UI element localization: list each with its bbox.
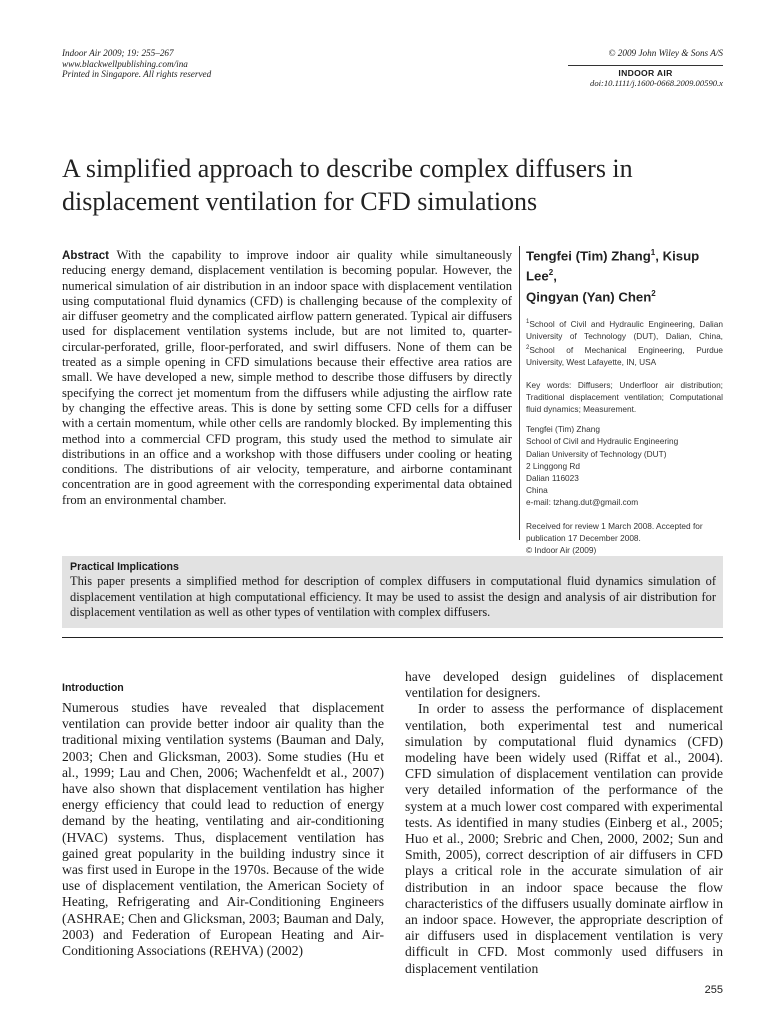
journal-website: www.blackwellpublishing.com/ina [62,58,188,69]
abstract [62,248,512,508]
practical-implications-title: Practical Implications [70,561,179,573]
header-rule [568,65,723,66]
author-sidebar [526,244,723,556]
article-title: A simplified approach to describe complex diffusers in displacement ventilation for CFD simulations [62,154,633,216]
indoor-air-copyright: © Indoor Air (2009) [526,544,597,555]
paragraph: In order to assess the performance of displacement ventilation, both experimental test and numerical simulation by computational fluid dynamics (CFD) modeling have been widely used (Riffat et al., 2004). CFD simulation of displacement ventilation can provide very detailed information of the performance of the system at a much lower cost compared with experimental tests. As identified in many studies (Einberg et al., 2005; Huo et al., 2000; Srebric and Chen, 2000, 2002; Sun and Smith, 2005), correct description of air diffusers in CFD plays a critical role in the accurate simulation of air distribution in an indoor space because the flow characteristics of the diffusers usually dominate airflow in an indoor space. However, the appropriate description of air diffusers used in displacement ventilation is very difficult in CFD. Most commonly used diffusers in displacement ventilation [405,701,723,976]
body-column-left [62,700,384,959]
affiliations: $^1$School of Civil and Hydraulic Engineering, Dalian University of Technology (DUT), Dalian, China, $^2$School of Mechanical Engineering, Purdue University, West Lafayette, IN, USA [526,318,723,368]
publisher-copyright: © 2009 John Wiley & Sons A/S [608,48,723,58]
author-name: Kisup Lee [526,248,700,284]
introduction-heading: Introduction [62,682,124,694]
page-number: 255 [704,984,723,996]
author-email: e-mail: tzhang.dut@gmail.com [526,497,639,508]
running-header-left [62,48,211,80]
journal-citation: Indoor Air 2009; 19: 255–267 [62,48,174,58]
paragraph: have developed design guidelines of displacement ventilation for designers. [405,669,723,701]
doi: doi:10.1111/j.1600-0668.2009.00590.x [590,78,723,88]
running-header-right [568,48,723,89]
author-list: Tengfei (Tim) Zhang$^1$, Kisup Lee$^2$, Qingyan (Yan) Chen$^2$ [526,248,700,305]
keywords: Key words: Diffusers; Underfloor air distribution; Traditional displacement ventilation; Computational fluid dynamics; Measurement. [526,379,723,414]
column-divider [519,246,520,540]
paragraph: Numerous studies have revealed that displacement ventilation can provide better indoor air quality than the traditional mixing ventilation systems (Bauman and Daly, 2003; Chen and Glicksman, 2003). Some studies (Hu et al., 1999; Lau and Chen, 2006; Wachenfeldt et al., 2007) have also shown that displacement ventilation has higher energy efficiency that could lead to reduction of energy demand by the heating, ventilating and air-conditioning (HVAC) systems. Thus, displacement ventilation has gained great popularity in the building industry since it was first used in Europe in the 1970s. Because of the wide use of displacement ventilation, the American Society of Heating, Refrigerating and Air-Conditioning Engineers (ASHRAE; Chen and Glicksman, 2003; Bauman and Daly, 2003) and Federation of European Heating and Air-Conditioning Associations (REHVA) (2002) [62,700,384,959]
print-notice: Printed in Singapore. All rights reserved [62,69,212,79]
review-dates: Received for review 1 March 2008. Accepted for publication 17 December 2008. © Indoor Air (2009) [526,520,723,557]
correspondence-address: Tengfei (Tim) Zhang School of Civil and Hydraulic Engineering Dalian University of Technology (DUT) 2 Linggong Rd Dalian 116023 China e-mail: tzhang.dut@gmail.com [526,423,723,508]
abstract-text: With the capability to improve indoor air quality while simultaneously reducing energy demand, displacement ventilation is becoming popular. However, the numerical simulation of air distribution in an indoor space with displacement ventilation using computational fluid dynamics (CFD) is challenging because of the complexity of air diffuser geometry and the complicated airflow pattern generated. Typical air diffusers used for displacement ventilation systems include, but are not limited to, quarter-circular-perforated, grille, floor-perforated, and swirl diffusers. None of them can be treated as a simple opening in CFD simulations because their effective area ratios are small. We have developed a new, simple method to describe those diffusers by directly specifying the correct jet momentum from the diffusers while adjusting the airflow rate by changing the effective areas. This is done by setting some CFD cells for a diffuser with a certain momentum, while other cells are randomly blocked. By implementing this method into a commercial CFD program, this study used the method to simulate air distributions in an office and a workshop with those diffusers under cooling or heating conditions. The distributions of air velocity, temperature, and airborne contaminant concentration are in good agreement with the corresponding experimental data obtained from an environmental chamber. [62,248,512,507]
author-name: Qingyan (Yan) Chen [526,289,652,305]
journal-name: INDOOR AIR [618,67,673,78]
body-column-right [405,669,723,977]
section-rule [62,637,723,638]
author-name: Tengfei (Tim) Zhang [526,248,651,264]
practical-implications-box [62,556,723,628]
practical-implications-text: This paper presents a simplified method for description of complex diffusers in computational fluid dynamics simulation of displacement ventilation at high computational efficiency. It may be used to assist the design and analysis of air distribution for displacement ventilation as well as other types of ventilation with complex diffusers. [70,574,716,619]
abstract-label: Abstract [62,249,110,262]
